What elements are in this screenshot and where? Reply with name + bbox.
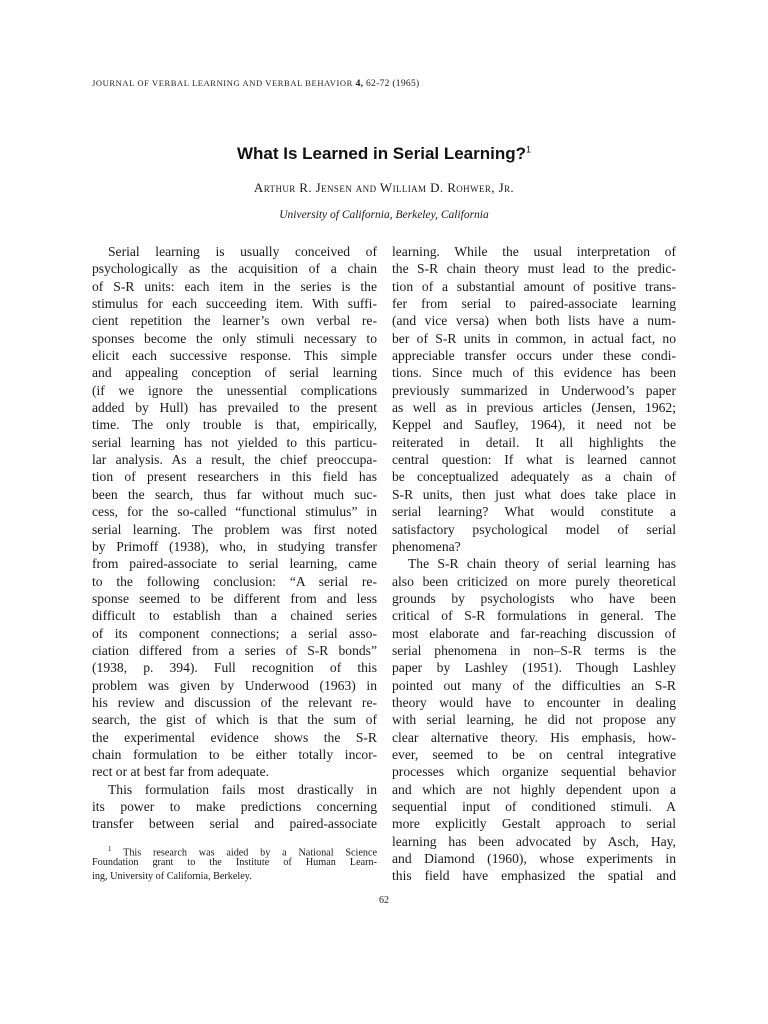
text-line: tion of present researchers in this field has [92, 469, 377, 485]
article-title: What Is Learned in Serial Learning? [236, 144, 527, 163]
text-line: learning has been advocated by Asch, Hay, [392, 833, 676, 849]
text-line: added by Hull) has prevailed to the present [92, 400, 377, 416]
running-head [92, 78, 692, 89]
footnote-line: ing, University of California, Berkeley. [92, 871, 252, 882]
text-line: psychologically as the acquisition of a chain [92, 261, 377, 277]
footnote-mark: 1 [108, 845, 112, 853]
text-line: stimulus for each succeeding item. With suffi- [92, 296, 377, 312]
text-line: serial learning? What would constitute a [392, 504, 676, 520]
journal-name: JOURNAL OF VERBAL LEARNING AND VERBAL BEHAVIOR [92, 78, 353, 88]
text-line: paper by Lashley (1951). Though Lashley [392, 660, 676, 676]
text-line: also been criticized on more purely theoretical [392, 573, 676, 589]
text-line: learning. While the usual interpretation of [392, 244, 676, 259]
text-line: ever, seemed to be on central integrative [392, 746, 676, 762]
journal-pages: 62-72 (1965) [366, 79, 420, 89]
page-number: 62 [379, 895, 389, 906]
text-line: satisfactory psychological model of serial [392, 521, 676, 537]
text-line: This formulation fails most drastically in [108, 781, 377, 797]
text-line: Keppel and Saufley, 1964), it need not be [392, 417, 676, 433]
text-line: tions. Since much of this evidence has been [392, 365, 676, 381]
text-line: and which are not highly dependent upon a [392, 781, 676, 797]
text-line: elicit each successive response. This simple [92, 348, 377, 364]
text-line: be conceptualized adequately as a chain of [392, 469, 676, 485]
text-line: The S-R chain theory of serial learning has [408, 556, 676, 572]
text-line: (1938, p. 394). Full recognition of this [92, 660, 377, 676]
footnote-text: This research was aided by a National Science [123, 847, 377, 859]
text-line: difficult to establish than a chained series [92, 608, 377, 624]
text-line: reiterated in detail. It all highlights the [392, 434, 676, 450]
text-line: search, the gist of which is that the sum of [92, 712, 377, 728]
text-line: serial learning has not yielded to this particu- [92, 434, 377, 450]
text-line: cient repetition the learner’s own verbal re- [92, 313, 377, 329]
text-line: by Primoff (1938), who, in studying transfer [92, 538, 377, 554]
text-line: ciation differed from a series of S-R bonds” [92, 642, 377, 658]
text-line: pointed out many of the difficulties an S-R [392, 677, 676, 693]
text-line: rect or at best far from adequate. [92, 764, 270, 780]
text-line: transfer between serial and paired-associate [92, 816, 377, 832]
text-line: to the following conclusion: “A serial re- [92, 573, 377, 589]
text-line: sequential input of conditioned stimuli. A [392, 799, 676, 814]
text-line: time. The only trouble is that, empirically, [92, 417, 377, 433]
text-line: serial learning. The problem was first noted [92, 521, 377, 537]
journal-volume: 4, [355, 79, 364, 89]
text-line: Serial learning is usually conceived of [108, 244, 377, 259]
text-line: from paired-associate to serial learning, came [92, 556, 377, 572]
text-line: processes which organize sequential behavior [392, 764, 676, 780]
text-line: the S-R chain theory must lead to the predic- [392, 261, 676, 277]
text-line: been the search, thus far without much suc- [92, 486, 377, 502]
text-line: its power to make predictions concerning [92, 799, 377, 814]
text-line: and appealing conception of serial learning [92, 365, 377, 381]
text-line: grounds by psychologists who have been [392, 590, 676, 606]
text-line: more explicitly Gestalt approach to serial [392, 816, 676, 832]
text-line: S-R units, then just what does take place in [392, 486, 676, 502]
text-line: (and vice versa) when both lists have a num- [392, 313, 676, 329]
text-line: appreciable transfer occurs under these condi- [392, 348, 676, 364]
title-footnote-mark: 1 [526, 144, 532, 155]
footnote-line: Foundation grant to the Institute of Human Learn- [92, 857, 377, 868]
text-line: and Diamond (1960), whose experiments in [392, 851, 676, 867]
text-line: (if we ignore the unessential complications [92, 382, 377, 398]
text-line: of S-R units: each item in the series is the [92, 278, 377, 294]
text-line: the experimental evidence shows the S-R [92, 729, 377, 745]
text-line: tion of a substantial amount of positive trans- [392, 278, 676, 294]
text-line: as well as in previous articles (Jensen, 1962; [392, 400, 676, 416]
text-line: clear alternative theory. His emphasis, how- [392, 729, 676, 745]
footnote-line [92, 842, 377, 859]
text-line: critical of S-R formulations in general. The [392, 608, 676, 624]
text-line: phenomena? [392, 538, 461, 554]
article-title-block [0, 144, 768, 164]
text-line: cess, for the so-called “functional stimulus” in [92, 504, 377, 520]
text-line: most elaborate and far-reaching discussion of [392, 625, 676, 641]
column-left [92, 243, 377, 833]
text-line: fer from serial to paired-associate learning [392, 296, 676, 312]
text-line: theory would have to encounter in dealing [392, 694, 676, 710]
text-line: his review and discussion of the relevant re- [92, 694, 377, 710]
text-line: sponses become the only stimuli necessary to [92, 330, 377, 346]
authors: Arthur R. Jensen and William D. Rohwer, Jr. [253, 180, 515, 195]
text-line: central question: If what is learned cannot [392, 452, 676, 468]
text-line: of its component connections; a serial asso- [92, 625, 377, 641]
text-line: problem was given by Underwood (1963) in [92, 677, 377, 693]
column-right [392, 243, 676, 885]
text-line: lar analysis. As a result, the chief preoccupa- [92, 452, 377, 468]
text-line: serial phenomena in non–S-R terms is the [392, 642, 676, 658]
text-line: sponse seemed to be different from and less [92, 590, 377, 606]
text-line: with serial learning, he did not propose any [392, 712, 676, 728]
footnote [92, 842, 377, 884]
text-line: ber of S-R units in common, in actual fact, no [392, 330, 676, 346]
text-line: chain formulation to be either totally incor- [92, 746, 377, 762]
affiliation: University of California, Berkeley, California [279, 209, 489, 221]
text-line: previously summarized in Underwood’s paper [392, 382, 676, 398]
text-line: this field have emphasized the spatial and [392, 868, 676, 884]
